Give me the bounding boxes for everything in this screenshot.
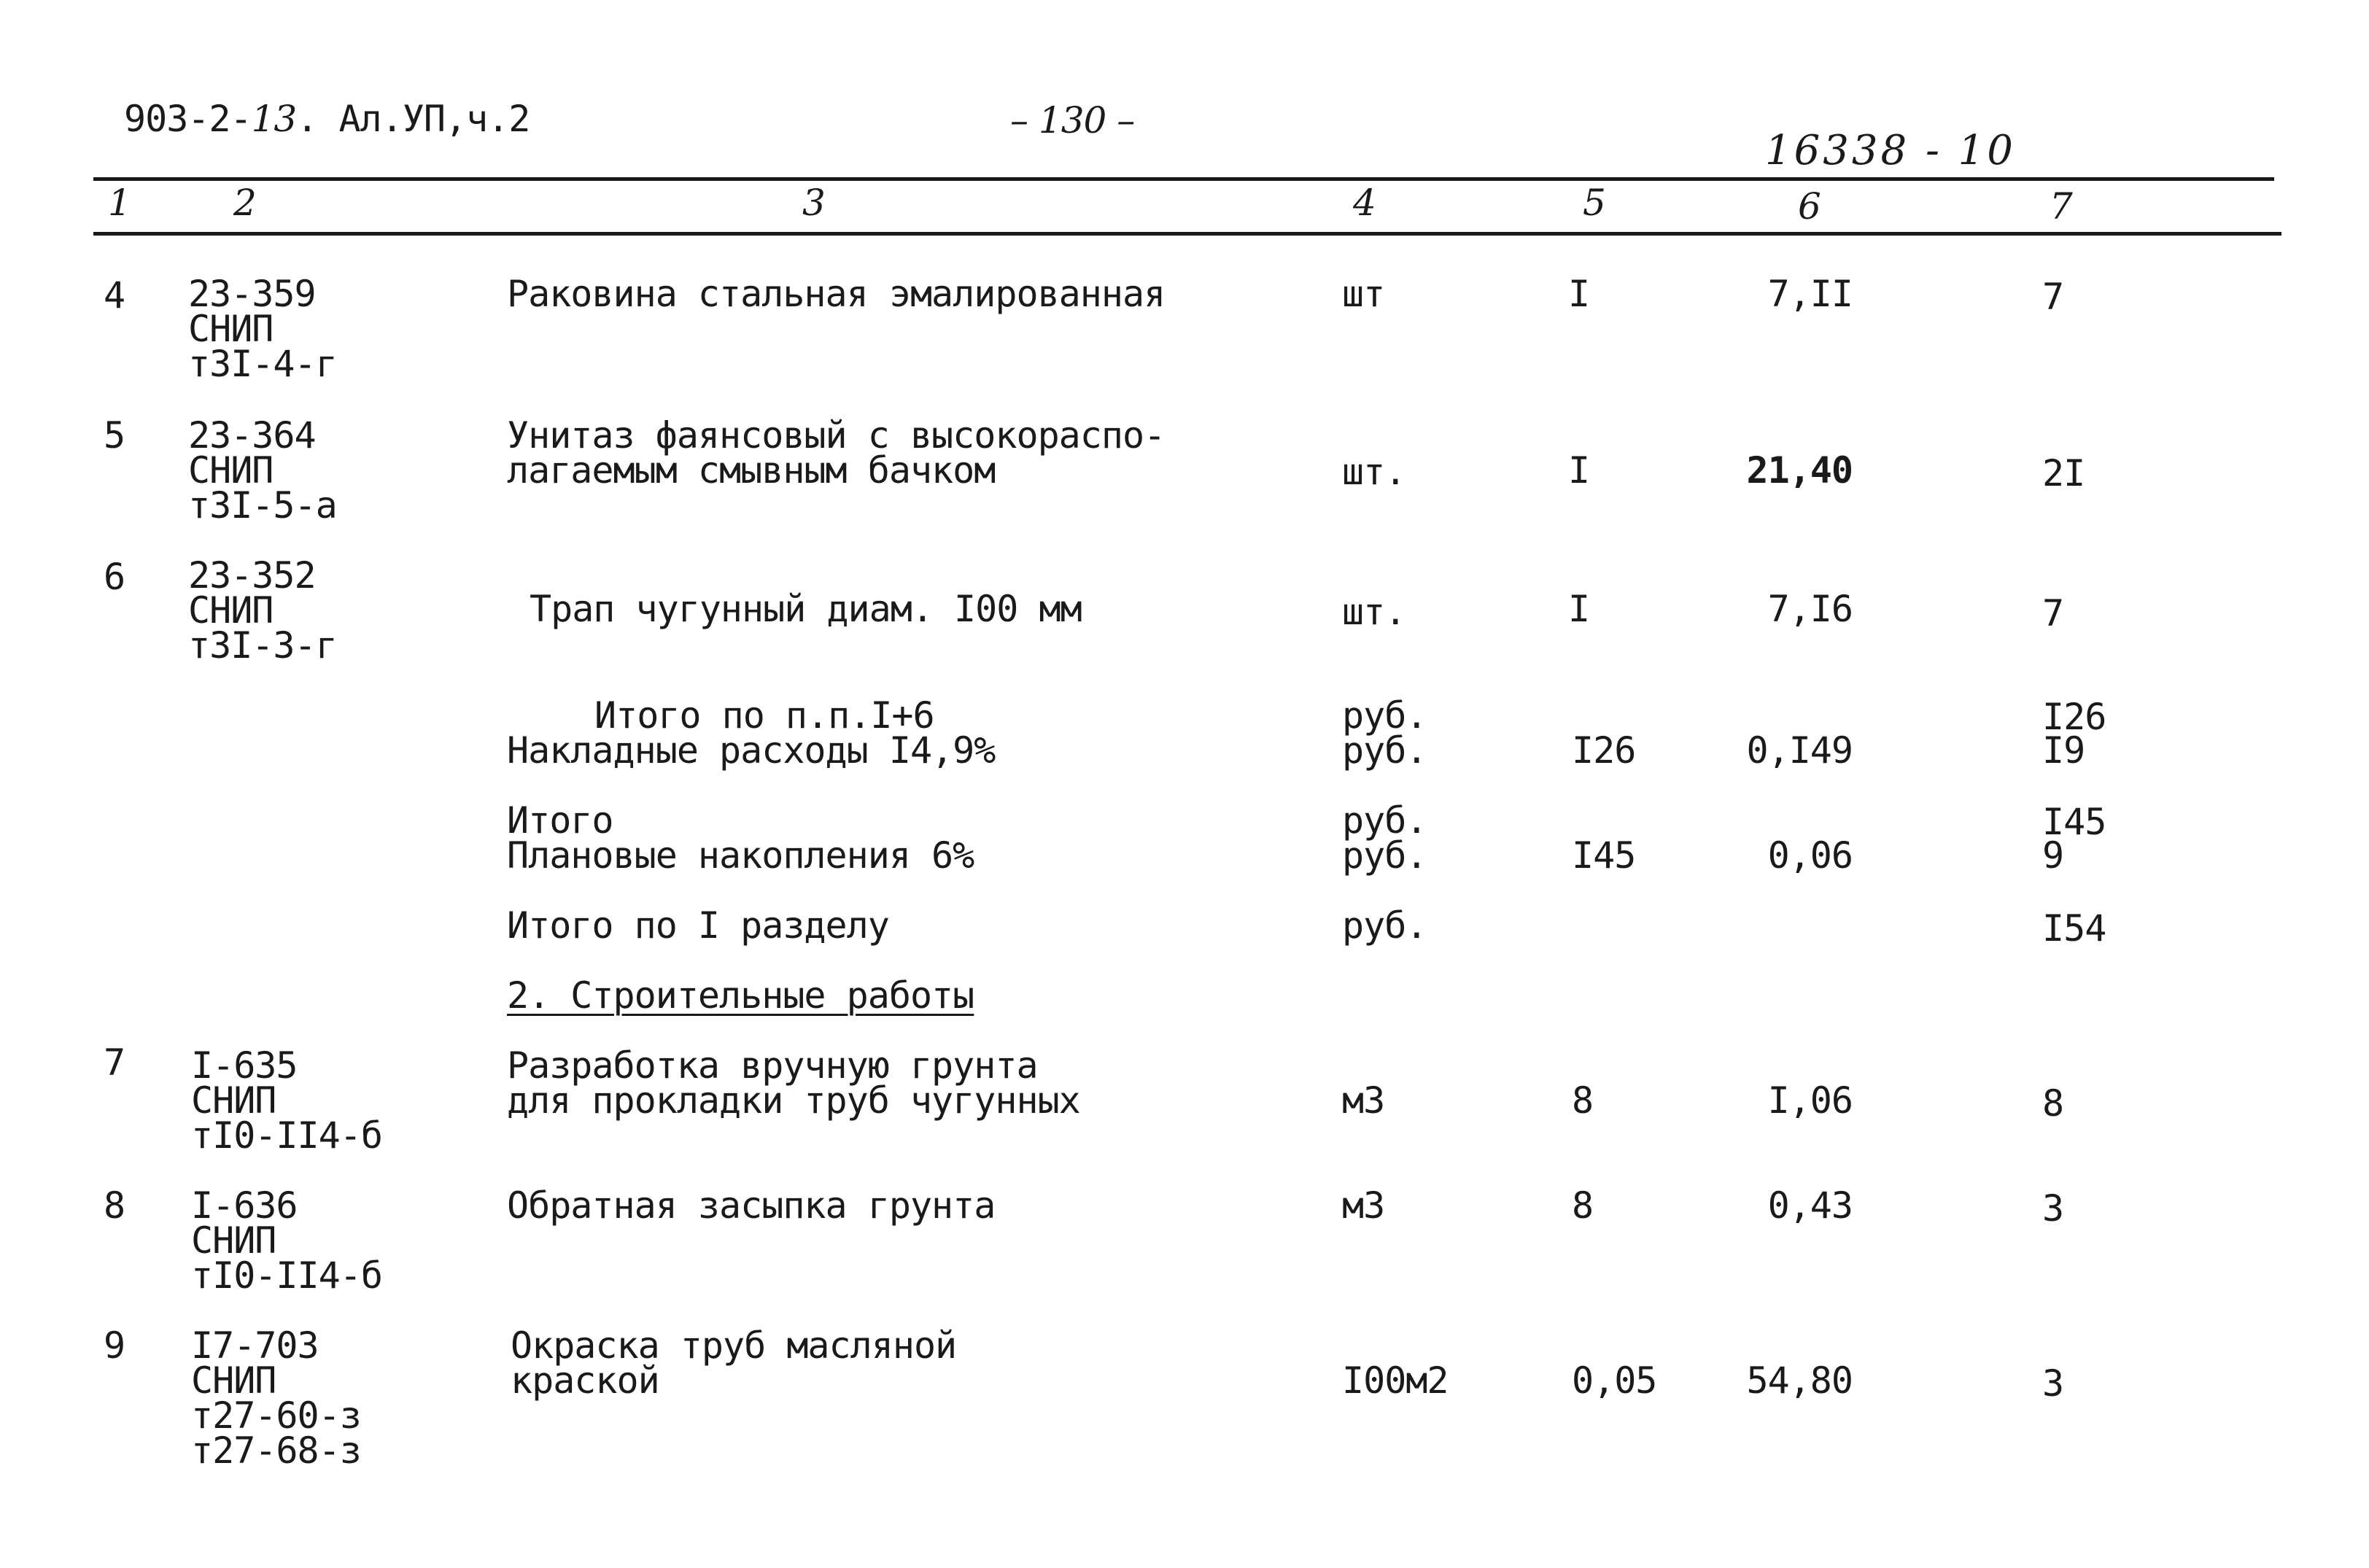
summary-qty: I45 — [1572, 834, 1636, 877]
page-number: – 130 – — [1010, 99, 1135, 141]
doc-code-prefix: 903-2- — [124, 98, 252, 140]
row-total: 7 — [2042, 592, 2064, 634]
summary-total: I54 — [2042, 907, 2106, 950]
row-total: 2I — [2042, 452, 2085, 494]
summary-unit: руб. — [1342, 729, 1427, 772]
row-unit: I00м2 — [1342, 1359, 1449, 1402]
row-unit: шт. — [1342, 591, 1406, 633]
summary-label: Накладные расходы I4,9% — [507, 729, 996, 772]
summary-label: Итого по I разделу — [507, 904, 889, 947]
summary-price: 0,I49 — [1746, 729, 1853, 772]
row-code: СНИП — [191, 1219, 276, 1262]
row-code: I-635 — [191, 1044, 298, 1087]
row-number: 6 — [104, 556, 125, 598]
row-code: 23-364 — [188, 414, 316, 457]
row-code: СНИП — [188, 589, 274, 632]
row-price: I,06 — [1767, 1079, 1853, 1122]
row-price: 7,I6 — [1767, 588, 1853, 630]
row-code: т27-68-з — [191, 1429, 361, 1472]
summary-label: Итого по п.п.I+6 — [594, 694, 934, 737]
section-title: 2. Строительные работы — [507, 974, 974, 1017]
row-qty: 8 — [1572, 1184, 1594, 1227]
row-price: 7,II — [1767, 273, 1853, 315]
header-top-rule — [93, 177, 2274, 181]
row-price: 54,80 — [1746, 1359, 1853, 1402]
row-qty: I — [1568, 449, 1590, 492]
row-description: Разработка вручную грунта — [507, 1044, 1038, 1087]
summary-total: I26 — [2042, 696, 2106, 738]
column-header-5: 5 — [1583, 182, 1605, 224]
column-header-3: 3 — [802, 182, 825, 224]
row-qty: 8 — [1572, 1079, 1594, 1122]
row-code: 23-359 — [188, 273, 316, 315]
summary-price: 0,06 — [1767, 834, 1853, 877]
row-code: 23-352 — [188, 554, 316, 597]
row-qty: 0,05 — [1572, 1359, 1657, 1402]
summary-qty: I26 — [1572, 729, 1636, 772]
row-total: 8 — [2042, 1082, 2064, 1125]
summary-total: 9 — [2042, 834, 2064, 877]
row-description: для прокладки труб чугунных — [507, 1079, 1080, 1122]
row-number: 7 — [104, 1041, 125, 1084]
row-code: т27-60-з — [191, 1394, 361, 1437]
doc-code-suffix: . Ал.УП,ч.2 — [296, 98, 530, 140]
column-header-4: 4 — [1353, 182, 1376, 224]
column-header-2: 2 — [233, 182, 256, 224]
row-qty: I — [1568, 588, 1590, 630]
summary-unit: руб. — [1342, 799, 1427, 842]
row-total: 7 — [2042, 276, 2064, 318]
row-description: Раковина стальная эмалированная — [507, 273, 1166, 315]
row-unit: шт. — [1342, 451, 1406, 493]
header-bottom-rule — [93, 232, 2281, 236]
summary-label: Плановые накопления 6% — [507, 834, 974, 877]
row-number: 8 — [104, 1184, 125, 1227]
summary-label: Итого — [507, 799, 613, 842]
doc-code — [124, 98, 530, 140]
row-description: Обратная засыпка грунта — [507, 1184, 996, 1227]
row-description: Унитаз фаянсовый с высокораспо- — [507, 414, 1166, 457]
row-description: краской — [511, 1359, 659, 1402]
row-total: 3 — [2042, 1187, 2064, 1230]
row-code: СНИП — [191, 1079, 276, 1122]
row-unit: м3 — [1342, 1079, 1385, 1122]
row-code: тI0-II4-б — [191, 1114, 382, 1157]
row-total: 3 — [2042, 1362, 2064, 1405]
row-description: Трап чугунный диам. I00 мм — [530, 588, 1082, 630]
sheet-number: 16338 - 10 — [1765, 127, 2016, 174]
summary-unit: руб. — [1342, 694, 1427, 737]
doc-code-handwritten: 13 — [251, 98, 297, 140]
row-price: 21,40 — [1746, 449, 1853, 492]
row-code: тI0-II4-б — [191, 1254, 382, 1297]
row-description: лагаемым смывным бачком — [507, 449, 996, 492]
row-number: 9 — [104, 1324, 125, 1367]
summary-unit: руб. — [1342, 834, 1427, 877]
row-code: т3I-3-г — [188, 624, 337, 667]
summary-total: I45 — [2042, 801, 2106, 843]
summary-total: I9 — [2042, 729, 2085, 772]
row-code: СНИП — [188, 449, 274, 492]
row-code: СНИП — [191, 1359, 276, 1402]
row-code: СНИП — [188, 308, 274, 350]
column-header-1: 1 — [108, 182, 131, 224]
summary-unit: руб. — [1342, 904, 1427, 947]
row-description: Окраска труб масляной — [511, 1324, 957, 1367]
column-header-6: 6 — [1798, 185, 1821, 228]
row-unit: м3 — [1342, 1184, 1385, 1227]
row-code: т3I-4-г — [188, 343, 337, 385]
row-unit: шт — [1342, 273, 1385, 315]
row-code: I7-703 — [191, 1324, 319, 1367]
row-qty: I — [1568, 273, 1590, 315]
row-number: 4 — [104, 274, 125, 317]
row-code: I-636 — [191, 1184, 298, 1227]
row-code: т3I-5-а — [188, 484, 337, 527]
row-price: 0,43 — [1767, 1184, 1853, 1227]
row-number: 5 — [104, 414, 125, 457]
column-header-7: 7 — [2050, 185, 2072, 228]
